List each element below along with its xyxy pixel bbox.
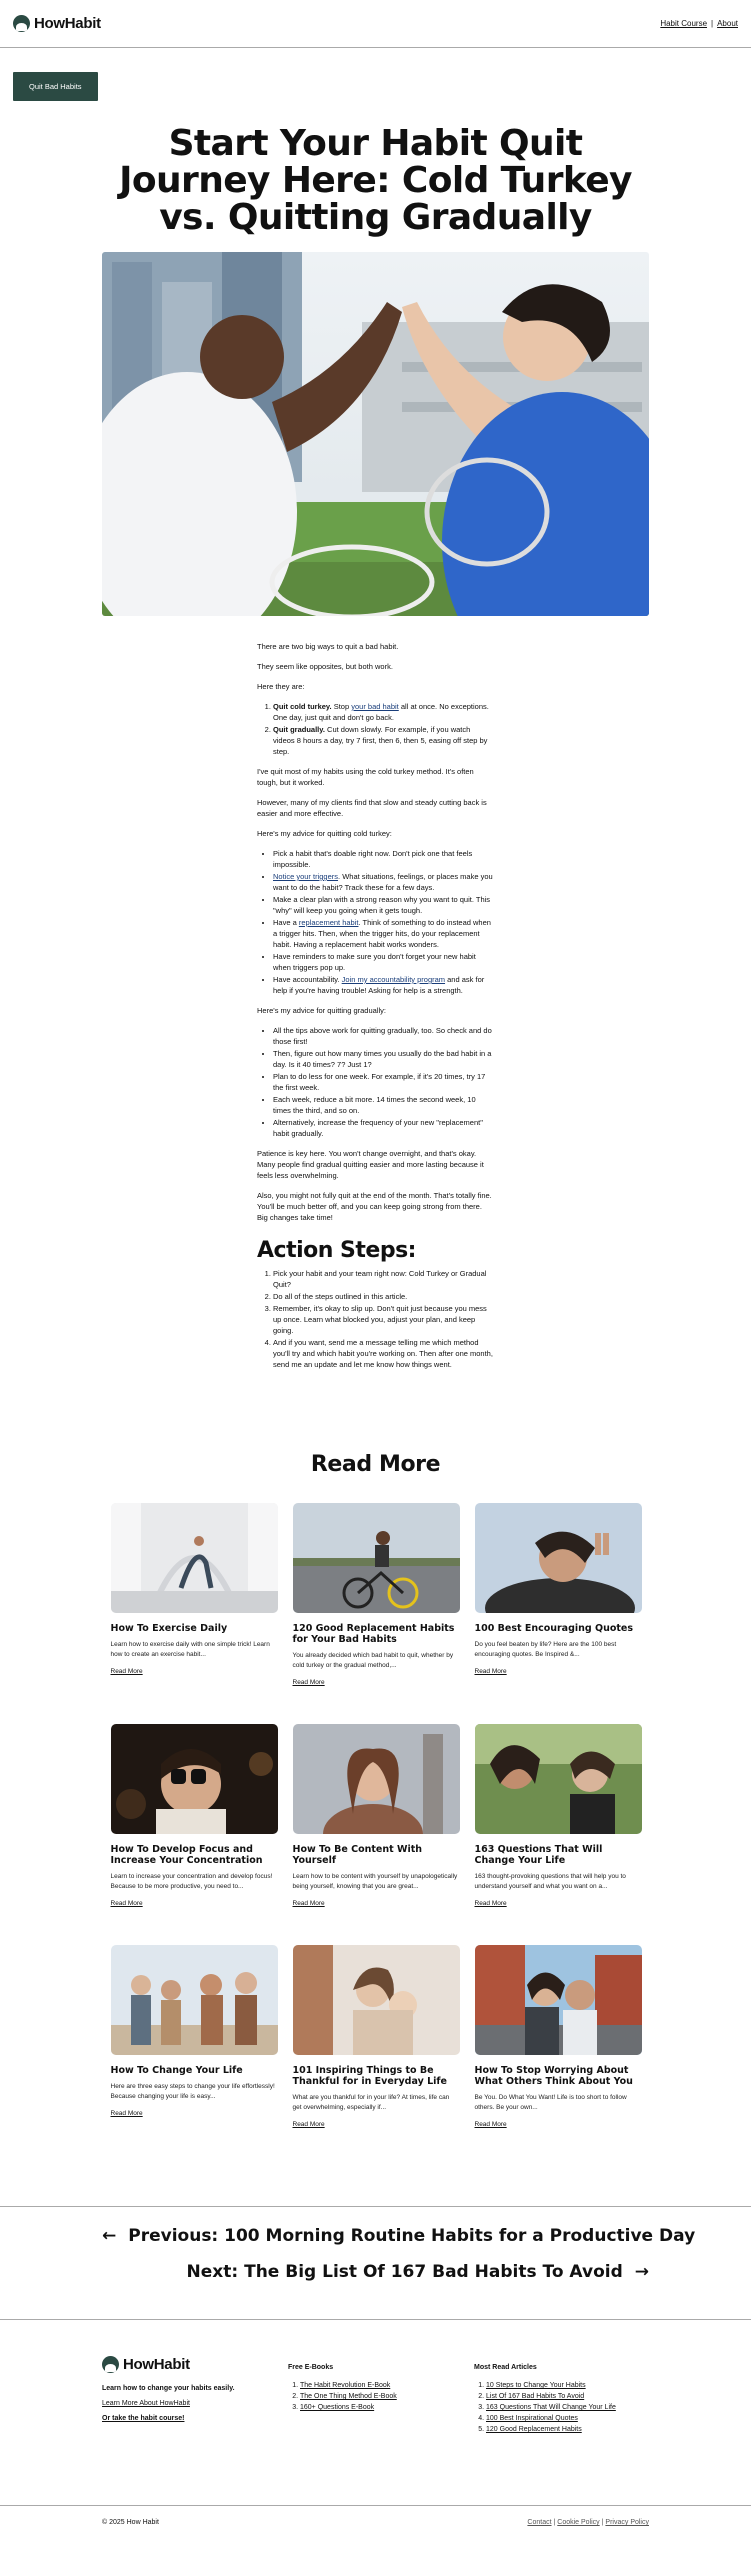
list-item	[486, 2380, 616, 2391]
list-text: Pick a habit that's doable right now. Don't pick one that feels impossible.	[273, 849, 473, 869]
list-item: • Then, figure out how many times you usually do the bad habit in a day. Is it 40 times? 7? Just 1?	[273, 1048, 494, 1070]
list-item	[273, 951, 494, 973]
site-header	[0, 0, 751, 48]
read-more-link[interactable]: Read More	[292, 1900, 325, 1907]
yoga-icon[interactable]	[111, 1503, 278, 1613]
list-item: • Alternatively, increase the frequency of your new "replacement" habit gradually.	[273, 1117, 494, 1139]
read-more-link[interactable]: Read More	[474, 2121, 507, 2128]
card-desc: Be You. Do What You Want! Life is too short to follow others. Be your own...	[474, 2094, 627, 2111]
logo-text: HowHabit	[123, 2356, 190, 2373]
list-item: 3. Remember, it's okay to slip up. Don't quit just because you mess up once. Learn what blocked you, adjust your plan, and keep going.	[273, 1303, 494, 1336]
card-title[interactable]: How To Stop Worrying About What Others Think About You	[474, 2065, 633, 2087]
footer-articles-column	[474, 2364, 616, 2435]
read-more-link[interactable]: Read More	[474, 1900, 507, 1907]
card-desc: 163 thought-provoking questions that will help you to understand yourself and what you want on a...	[474, 1873, 626, 1890]
family-icon[interactable]	[293, 1945, 460, 2055]
legal-links	[527, 2519, 649, 2526]
legal-separator: |	[601, 2519, 604, 2526]
legal-separator: |	[553, 2519, 556, 2526]
list-item	[486, 2413, 616, 2424]
list-text: Have accountability.	[273, 975, 342, 984]
list-item: • Each week, reduce a bit more. 14 times the second week, 10 times the third, and so on.	[273, 1094, 494, 1116]
list-item: 4. And if you want, send me a message telling me which method you'll try and which habit you're working on. Then after one month, send me an update and let me know how things went.	[273, 1337, 494, 1370]
paragraph: There are two big ways to quit a bad habit.	[257, 642, 399, 651]
list-item	[273, 917, 494, 950]
ebook-link[interactable]: 160+ Questions E-Book	[300, 2404, 375, 2411]
nav-separator: |	[711, 19, 714, 28]
article-card[interactable]	[475, 1724, 642, 1945]
arrow-left-icon: ←	[102, 2226, 117, 2246]
article-card[interactable]	[293, 1724, 460, 1945]
list-text: . Think of something to do instead when a trigger hits. Then, when the trigger hits, do your replacement habit. Having a replacement habit works wonders.	[273, 918, 491, 949]
about-howhabit-link[interactable]: Learn More About HowHabit	[102, 2400, 190, 2407]
ebooks-list	[288, 2380, 397, 2413]
habit-course-link[interactable]: Or take the habit course!	[102, 2415, 185, 2422]
article-card[interactable]	[111, 1503, 278, 1724]
post-pagination	[0, 2206, 751, 2320]
read-more-link[interactable]: Read More	[110, 2110, 143, 2117]
list-text: Cut down slowly. For example, if you watch videos 8 hours a day, try 7 first, then 6, then 5, easing off step by step.	[273, 725, 488, 756]
paragraph: Here they are:	[257, 682, 305, 691]
card-desc: What are you thankful for in your life? At times, life can get overwhelming, especially if...	[292, 2094, 450, 2111]
paragraph: They seem like opposites, but both work.	[257, 662, 393, 671]
card-desc: Do you feel beaten by life? Here are the 100 best encouraging quotes. Be Inspired &...	[474, 1641, 617, 1658]
friends-icon[interactable]	[475, 1724, 642, 1834]
paragraph: Here's my advice for quitting cold turkey:	[257, 829, 392, 838]
article-card[interactable]	[475, 1945, 642, 2166]
list-item	[273, 724, 494, 757]
list-item	[300, 2402, 397, 2413]
portrait-icon[interactable]	[293, 1724, 460, 1834]
card-title[interactable]: How To Change Your Life	[110, 2065, 243, 2076]
footer-heading: Free E-Books	[288, 2364, 334, 2371]
read-more-link[interactable]: Read More	[110, 1668, 143, 1675]
replacement-habit-link[interactable]: replacement habit	[298, 918, 359, 927]
bad-habit-link[interactable]: your bad habit	[351, 702, 399, 711]
article-link[interactable]: 163 Questions That Will Change Your Life	[486, 2404, 616, 2411]
group-icon[interactable]	[111, 1945, 278, 2055]
list-text: all at once. No exceptions. One day, just quit and don't go back.	[273, 702, 489, 722]
card-title[interactable]: How To Develop Focus and Increase Your Concentration	[110, 1844, 263, 1866]
read-more-grid	[111, 1503, 641, 2166]
accountability-link[interactable]: Join my accountability program	[341, 975, 446, 984]
list-item: 2. Do all of the steps outlined in this article.	[273, 1291, 494, 1302]
quit-bad-habits-button[interactable]: Quit Bad Habits	[13, 72, 98, 101]
article-card[interactable]	[293, 1945, 460, 2166]
article-card[interactable]	[111, 1945, 278, 2166]
selfie-icon[interactable]	[475, 1945, 642, 2055]
card-desc: You already decided which bad habit to quit, whether by cold turkey or the gradual method,...	[292, 1652, 454, 1669]
action-steps-list	[257, 1268, 494, 1370]
list-item	[486, 2402, 616, 2413]
card-desc: Learn to increase your concentration and develop focus! Because to be more productive, you need to...	[110, 1873, 273, 1890]
privacy-policy-link[interactable]: Privacy Policy	[605, 2519, 649, 2526]
nav-about[interactable]: About	[717, 19, 738, 28]
triggers-link[interactable]: Notice your triggers	[273, 872, 339, 881]
ways-list	[257, 701, 494, 757]
cold-turkey-list	[257, 848, 494, 996]
arrow-right-icon: →	[634, 2262, 649, 2282]
previous-post-link[interactable]	[102, 2226, 695, 2246]
action-steps-heading: Action Steps:	[257, 1238, 416, 1263]
previous-post-title[interactable]: Previous: 100 Morning Routine Habits for a Productive Day	[128, 2226, 696, 2246]
footer-logo[interactable]	[102, 2356, 235, 2373]
cookie-policy-link[interactable]: Cookie Policy	[557, 2519, 600, 2526]
list-item	[486, 2424, 616, 2435]
list-item	[273, 848, 494, 870]
card-desc: Learn how to be content with yourself by unapologetically being yourself, knowing that you are great...	[292, 1873, 458, 1890]
cyclist-icon[interactable]	[293, 1503, 460, 1613]
top-nav	[660, 19, 738, 28]
list-text: and ask for help if you're having trouble! Asking for help is a strength.	[273, 975, 485, 995]
paragraph: Patience is key here. You won't change overnight, and that's okay. Many people find gradual quitting easier and more lasting because it feels less overwhelming.	[257, 1149, 484, 1180]
card-desc: Here are three easy steps to change your life effortlessly! Because changing your life is easy...	[110, 2083, 275, 2100]
read-more-heading: Read More	[310, 1452, 441, 1477]
list-text: Make a clear plan with a strong reason why you want to quit. This "why" will keep you going when it gets tough.	[273, 895, 491, 915]
list-item	[486, 2391, 616, 2402]
list-item	[300, 2391, 397, 2402]
next-post-title[interactable]: Next: The Big List Of 167 Bad Habits To Avoid	[186, 2262, 623, 2282]
site-footer	[0, 2320, 751, 2505]
list-text: Have reminders to make sure you don't forget your new habit when triggers pop up.	[273, 952, 476, 972]
card-title[interactable]: How To Be Content With Yourself	[292, 1844, 423, 1866]
ebook-link[interactable]: The Habit Revolution E-Book	[300, 2382, 391, 2389]
list-item	[273, 701, 494, 723]
logo-icon	[102, 2356, 119, 2373]
card-title[interactable]: 163 Questions That Will Change Your Life	[474, 1844, 603, 1866]
logo-icon	[13, 15, 30, 32]
read-more-link[interactable]: Read More	[292, 1679, 325, 1686]
card-title[interactable]: How To Exercise Daily	[110, 1623, 228, 1634]
nav-habit-course[interactable]: Habit Course	[660, 19, 708, 28]
footer-brand-column	[102, 2356, 235, 2422]
article-body	[257, 641, 494, 1370]
read-more-link[interactable]: Read More	[292, 2121, 325, 2128]
footer-heading: Most Read Articles	[474, 2364, 537, 2371]
list-text: Stop	[331, 702, 352, 711]
most-read-list	[474, 2380, 616, 2435]
gradual-list	[257, 1025, 494, 1139]
footer-bottom-bar	[0, 2505, 751, 2539]
article-link[interactable]: List Of 167 Bad Habits To Avoid	[486, 2393, 585, 2400]
article-card[interactable]	[111, 1724, 278, 1945]
paragraph: Here's my advice for quitting gradually:	[257, 1006, 386, 1015]
logo-text: HowHabit	[34, 15, 101, 32]
read-more-link[interactable]: Read More	[110, 1900, 143, 1907]
article-card[interactable]	[475, 1503, 642, 1724]
next-post-link[interactable]	[187, 2262, 649, 2282]
peace-sign-icon[interactable]	[475, 1503, 642, 1613]
article-card[interactable]	[293, 1503, 460, 1724]
list-item	[273, 974, 494, 996]
read-more-link[interactable]: Read More	[474, 1668, 507, 1675]
card-desc: Learn how to exercise daily with one simple trick! Learn how to create an exercise habit...	[110, 1641, 270, 1658]
article-link[interactable]: 120 Good Replacement Habits	[486, 2426, 582, 2433]
card-title[interactable]: 101 Inspiring Things to Be Thankful for in Everyday Life	[292, 2065, 447, 2087]
hero-image	[102, 252, 649, 616]
contact-link[interactable]: Contact	[527, 2519, 552, 2526]
paragraph: However, many of my clients find that slow and steady cutting back is easier and more effective.	[257, 798, 487, 818]
ebook-link[interactable]: The One Thing Method E-Book	[300, 2393, 397, 2400]
binoculars-icon[interactable]	[111, 1724, 278, 1834]
list-item	[273, 894, 494, 916]
bold-lead: Quit cold turkey.	[273, 702, 332, 711]
list-item: 1. Pick your habit and your team right now: Cold Turkey or Gradual Quit?	[273, 1268, 494, 1290]
card-title[interactable]: 120 Good Replacement Habits for Your Bad Habits	[292, 1623, 455, 1645]
copyright: © 2025 How Habit	[102, 2519, 159, 2526]
list-item	[273, 871, 494, 893]
page-title: Start Your Habit Quit Journey Here: Cold Turkey vs. Quitting Gradually	[119, 123, 632, 238]
footer-ebooks-column	[288, 2364, 397, 2413]
high-five-tennis-icon	[102, 252, 649, 616]
card-title[interactable]: 100 Best Encouraging Quotes	[474, 1623, 634, 1634]
bold-lead: Quit gradually.	[273, 725, 325, 734]
list-item: • Plan to do less for one week. For example, if it's 20 times, try 17 the first week.	[273, 1071, 494, 1093]
article-link[interactable]: 10 Steps to Change Your Habits	[486, 2382, 586, 2389]
list-item: • All the tips above work for quitting gradually, too. So check and do those first!	[273, 1025, 494, 1047]
logo[interactable]	[13, 15, 101, 32]
paragraph: Also, you might not fully quit at the end of the month. That's totally fine. You'll be much better off, and you can keep going strong from there. Big changes take time!	[257, 1191, 492, 1222]
list-item	[300, 2380, 397, 2391]
article-link[interactable]: 100 Best Inspirational Quotes	[486, 2415, 578, 2422]
list-text: Have a	[273, 918, 299, 927]
list-text: . What situations, feelings, or places make you want to do the habit? Track these for a few days.	[273, 872, 493, 892]
paragraph: I've quit most of my habits using the cold turkey method. It's often tough, but it worked.	[257, 767, 474, 787]
footer-tagline: Learn how to change your habits easily.	[102, 2385, 235, 2392]
